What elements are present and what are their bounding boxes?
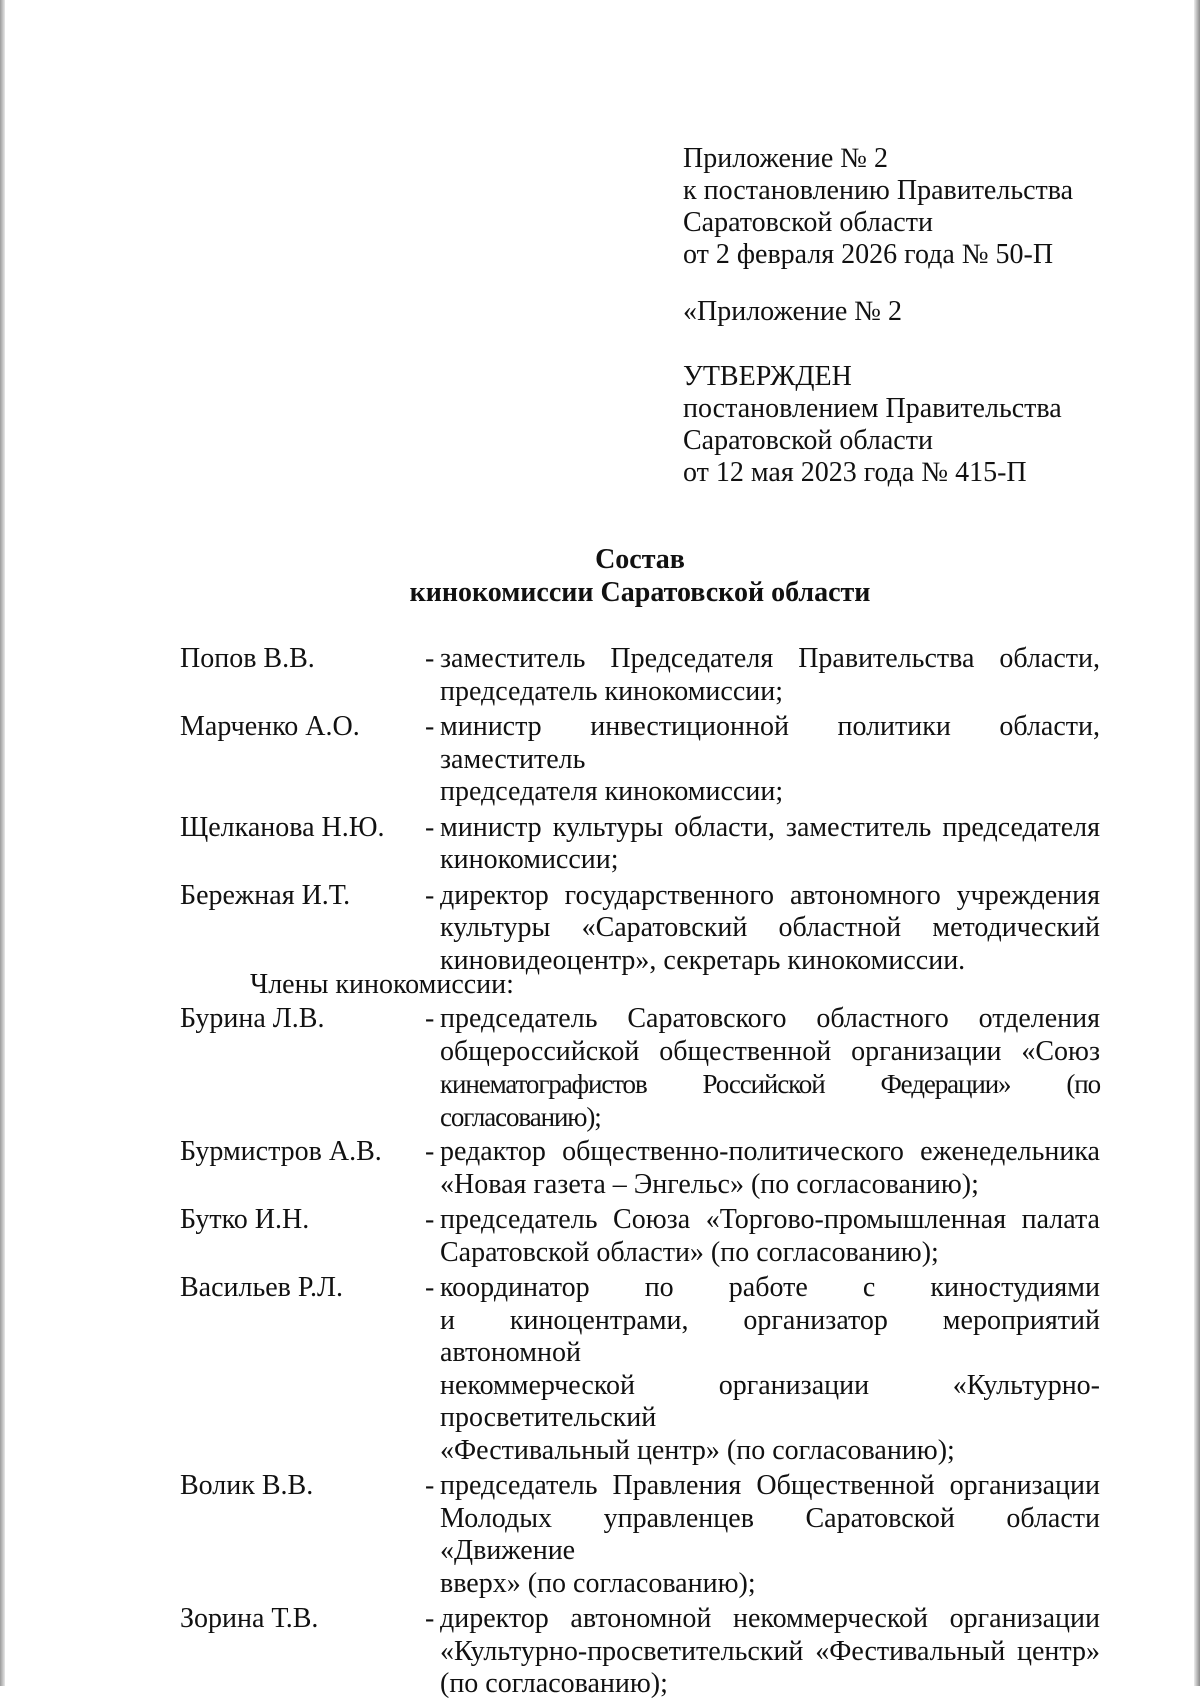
role-line: культуры «Саратовский областной методический: [440, 912, 1100, 943]
member-name: Бережная И.Т.: [180, 879, 351, 911]
member-role: [419, 880, 1100, 978]
appendix-reference: к постановлению Правительства: [683, 175, 1074, 206]
dash-separator: -: [425, 1204, 435, 1235]
role-line: председатель Союза «Торгово-промышленная палата: [440, 1204, 1100, 1235]
appendix-date: от 2 февраля 2026 года № 50-П: [683, 239, 1054, 270]
roster-entry: [180, 1272, 1100, 1467]
dash-separator: -: [425, 1272, 435, 1303]
dash-separator: -: [425, 879, 435, 911]
scan-edge-left: [0, 0, 5, 1686]
role-line: «Культурно-просветительский «Фестивальный центр»: [440, 1635, 1100, 1667]
document-title: [0, 543, 1200, 609]
dash-separator: -: [425, 811, 435, 843]
roster-entry: [180, 812, 1100, 877]
role-line: министр инвестиционной политики области, заместитель: [440, 711, 1100, 775]
scan-edge-right: [1194, 0, 1200, 1686]
title-line-1: Состав: [595, 544, 685, 575]
roster-entry: [180, 1136, 1100, 1201]
members-list: [180, 1003, 1100, 1704]
member-role: [419, 1272, 1100, 1467]
role-line: вверх» (по согласованию);: [440, 1567, 756, 1599]
role-line: «Новая газета – Энгельс» (по согласованию);: [440, 1168, 979, 1200]
approved-date: от 12 мая 2023 года № 415-П: [683, 457, 1027, 488]
members-label: Члены кинокомиссии:: [250, 969, 514, 1000]
leadership-list: [180, 643, 1100, 980]
quoted-appendix-number: «Приложение № 2: [683, 296, 902, 327]
roster-entry: [180, 880, 1100, 978]
member-role: [419, 1470, 1100, 1600]
appendix-number: Приложение № 2: [683, 143, 888, 174]
role-line: председатель Правления Общественной организации: [440, 1470, 1100, 1501]
role-line: директор автономной некоммерческой организации: [440, 1603, 1100, 1634]
member-name: Васильев Р.Л.: [180, 1272, 343, 1303]
roster-entry: [180, 711, 1100, 809]
member-name: Бутко И.Н.: [180, 1204, 310, 1235]
role-line: общероссийской общественной организации «Союз: [440, 1035, 1100, 1067]
role-line: кинематографистов Российской Федерации» (по согласованию);: [440, 1069, 1100, 1132]
role-line: директор государственного автономного учреждения: [440, 879, 1100, 911]
member-role: [419, 643, 1100, 708]
dash-separator: -: [425, 1470, 435, 1501]
quoted-appendix: [683, 296, 1163, 328]
approval-stamp-text: [683, 361, 1163, 489]
role-line: (по согласованию);: [440, 1668, 668, 1699]
role-line: кинокомиссии;: [440, 844, 619, 875]
role-line: киновидеоцентр», секретарь кинокомиссии.: [440, 944, 966, 976]
role-line: координатор по работе с киностудиями: [440, 1272, 1100, 1303]
appendix-header: [683, 143, 1163, 271]
role-line: председатель Саратовского областного отделения: [440, 1003, 1100, 1034]
title-line-2: кинокомиссии Саратовской области: [409, 577, 871, 608]
approved-region: Саратовской области: [683, 425, 933, 456]
approved-by: постановлением Правительства: [683, 393, 1062, 424]
role-line: «Фестивальный центр» (по согласованию);: [440, 1434, 955, 1466]
member-name: Марченко А.О.: [180, 711, 360, 742]
dash-separator: -: [425, 711, 435, 742]
role-line: председатель кинокомиссии;: [440, 675, 783, 707]
member-name: Попов В.В.: [180, 643, 315, 674]
approved-title: УТВЕРЖДЕН: [683, 361, 852, 392]
role-line: заместитель Председателя Правительства области,: [440, 643, 1100, 674]
role-line: редактор общественно-политического еженедельника: [440, 1136, 1100, 1167]
dash-separator: -: [425, 1003, 435, 1034]
member-name: Бурина Л.В.: [180, 1003, 325, 1034]
roster-entry: [180, 643, 1100, 708]
role-line: председателя кинокомиссии;: [440, 776, 784, 807]
member-name: Волик В.В.: [180, 1470, 314, 1501]
member-name: Щелканова Н.Ю.: [180, 811, 385, 843]
role-line: министр культуры области, заместитель председателя: [440, 811, 1100, 843]
dash-separator: -: [425, 1136, 435, 1167]
member-role: [419, 1136, 1100, 1201]
role-line: и киноцентрами, организатор мероприятий автономной: [440, 1304, 1100, 1368]
member-name: Зорина Т.В.: [180, 1603, 319, 1634]
roster-entry: [180, 1003, 1100, 1133]
roster-entry: [180, 1470, 1100, 1600]
dash-separator: -: [425, 643, 435, 674]
role-line: некоммерческой организации «Культурно-просветительский: [440, 1369, 1100, 1433]
roster-entry: [180, 1204, 1100, 1269]
member-role: [419, 812, 1100, 877]
member-name: Бурмистров А.В.: [180, 1136, 382, 1167]
member-role: [419, 1003, 1100, 1133]
appendix-region: Саратовской области: [683, 207, 933, 238]
dash-separator: -: [425, 1603, 435, 1634]
member-role: [419, 1204, 1100, 1269]
member-role: [419, 711, 1100, 809]
role-line: Молодых управленцев Саратовской области «Движение: [440, 1502, 1100, 1566]
role-line: Саратовской области» (по согласованию);: [440, 1236, 939, 1268]
